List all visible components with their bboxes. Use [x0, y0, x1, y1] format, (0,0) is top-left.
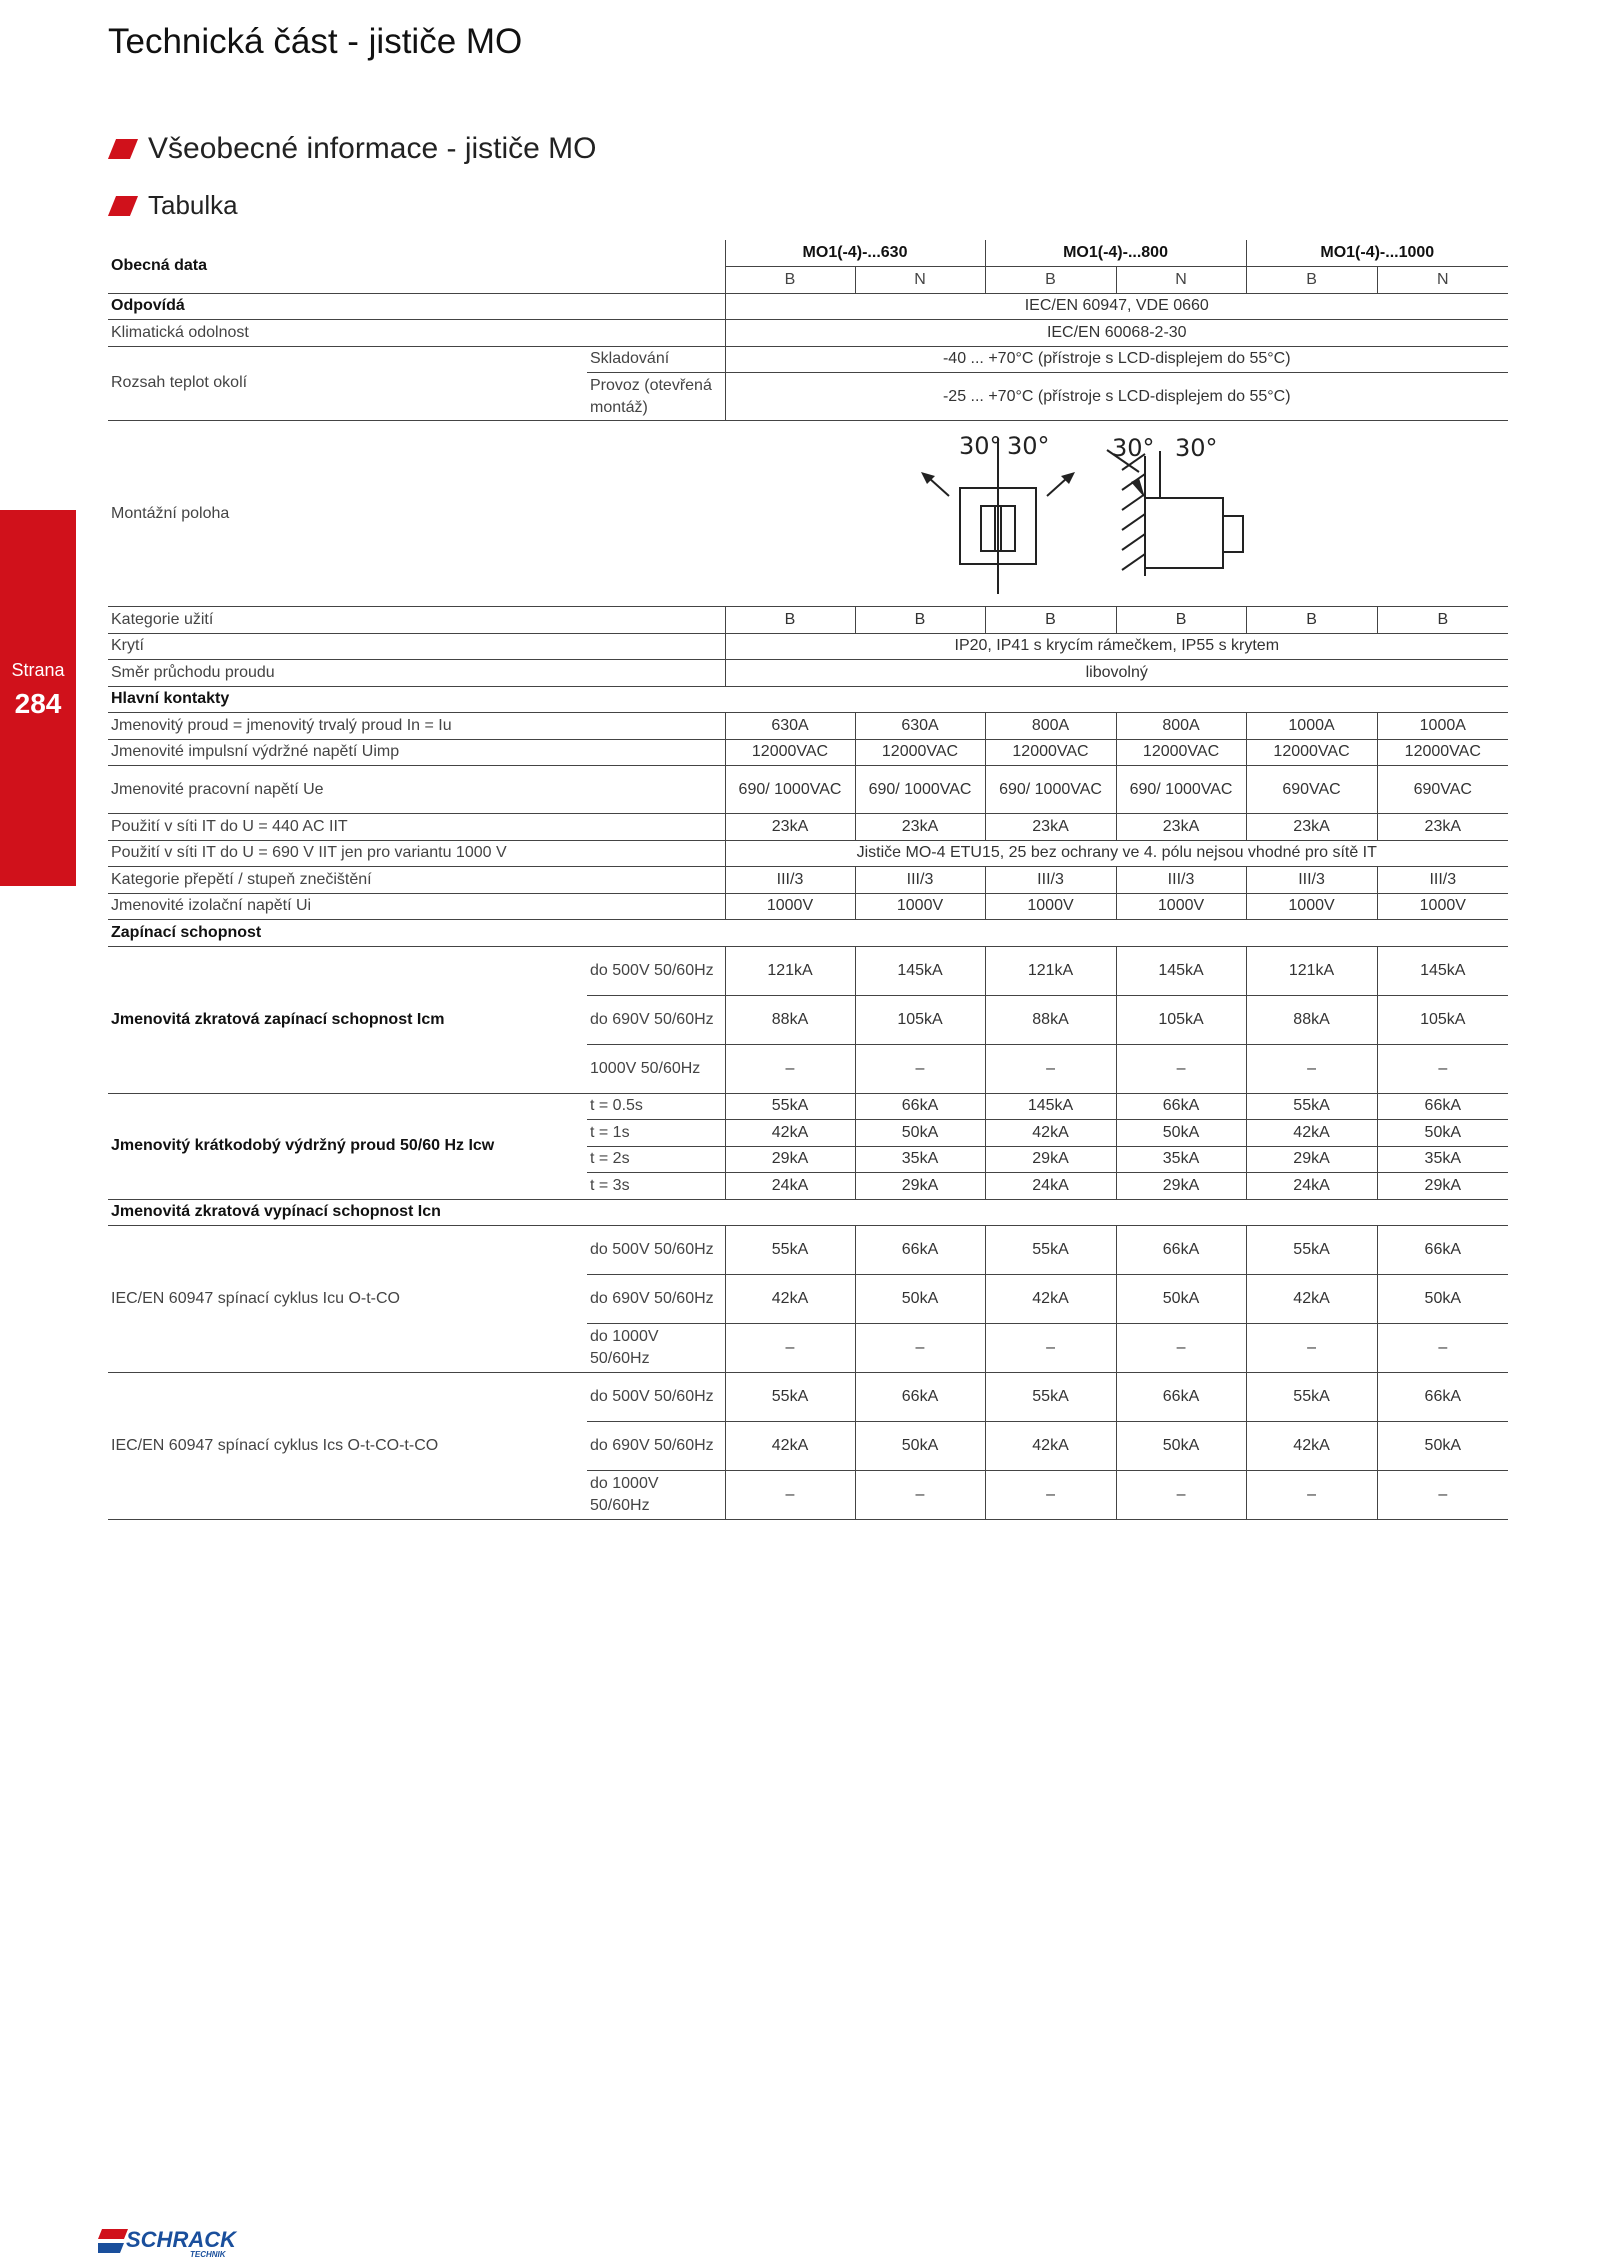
value-cell: 29kA	[725, 1146, 855, 1173]
table-row	[108, 633, 1508, 660]
row-label: Krytí	[108, 633, 725, 660]
angle-label: 30°	[1006, 431, 1050, 460]
value-cell: 690/ 1000VAC	[855, 766, 985, 814]
value-cell: 23kA	[725, 814, 855, 841]
variant-header: N	[855, 267, 985, 294]
value-cell: 12000VAC	[1116, 739, 1246, 766]
spec-table	[108, 240, 1508, 1520]
mounting-position-diagram	[907, 426, 1327, 602]
variant-header: N	[1116, 267, 1246, 294]
page-title: Technická část - jističe MO	[108, 22, 523, 61]
value-cell: 42kA	[1246, 1422, 1377, 1471]
value-cell: 29kA	[1377, 1173, 1508, 1200]
value-cell: III/3	[1246, 867, 1377, 894]
row-value: libovolný	[725, 660, 1508, 687]
condition-label: do 690V 50/60Hz	[587, 1275, 725, 1324]
table-row	[108, 1093, 1508, 1120]
value-cell: III/3	[725, 867, 855, 894]
value-cell: –	[1246, 1324, 1377, 1373]
value-cell: 42kA	[725, 1275, 855, 1324]
table-row	[108, 739, 1508, 766]
value-cell: 50kA	[1377, 1275, 1508, 1324]
value-cell: 12000VAC	[725, 739, 855, 766]
group-heading: Zapínací schopnost	[108, 920, 1508, 947]
value-cell: 630A	[855, 713, 985, 740]
condition-label: 1000V 50/60Hz	[587, 1044, 725, 1093]
value-cell: 29kA	[1116, 1173, 1246, 1200]
value-cell: 66kA	[855, 1226, 985, 1275]
condition-label: do 690V 50/60Hz	[587, 1422, 725, 1471]
condition-label: t = 3s	[587, 1173, 725, 1200]
value-cell: 690VAC	[1246, 766, 1377, 814]
value-cell: 23kA	[1246, 814, 1377, 841]
value-cell: 24kA	[1246, 1173, 1377, 1200]
row-label: Kategorie užití	[108, 607, 725, 634]
table-row	[108, 1199, 1508, 1226]
variant-header: B	[1246, 267, 1377, 294]
value-cell: 12000VAC	[1246, 739, 1377, 766]
value-cell: 12000VAC	[855, 739, 985, 766]
value-cell: III/3	[1377, 867, 1508, 894]
value-cell: 42kA	[985, 1120, 1116, 1147]
value-cell: 55kA	[1246, 1373, 1377, 1422]
angle-label: 30°	[958, 431, 1002, 460]
value-cell: 66kA	[1116, 1226, 1246, 1275]
value-cell: 1000V	[1116, 893, 1246, 920]
value-cell: –	[1377, 1324, 1508, 1373]
section-heading-text: Tabulka	[148, 190, 238, 220]
value-cell: 23kA	[985, 814, 1116, 841]
value-cell: –	[725, 1044, 855, 1093]
page-side-tab	[0, 510, 76, 886]
value-cell: 145kA	[855, 946, 985, 995]
value-cell: 42kA	[985, 1275, 1116, 1324]
variant-header: N	[1377, 267, 1508, 294]
table-row	[108, 293, 1508, 320]
row-value: -40 ... +70°C (přístroje s LCD-displejem do 55°C)	[725, 346, 1508, 373]
condition-label: t = 0.5s	[587, 1093, 725, 1120]
value-cell: 35kA	[855, 1146, 985, 1173]
value-cell: 50kA	[1116, 1422, 1246, 1471]
page-number: 284	[14, 688, 62, 719]
group-label: Jmenovitý krátkodobý výdržný proud 50/60 Hz Icw	[108, 1093, 587, 1199]
value-cell: 55kA	[985, 1226, 1116, 1275]
value-cell: 35kA	[1116, 1146, 1246, 1173]
value-cell: –	[855, 1471, 985, 1520]
condition-label: do 500V 50/60Hz	[587, 1373, 725, 1422]
value-cell: 145kA	[1377, 946, 1508, 995]
table-row	[108, 867, 1508, 894]
value-cell: –	[1116, 1044, 1246, 1093]
condition-label: t = 1s	[587, 1120, 725, 1147]
group-label: Jmenovitá zkratová zapínací schopnost Icm	[108, 946, 587, 1093]
row-label: Montážní poloha	[108, 421, 725, 607]
header-label: Obecná data	[108, 240, 725, 293]
value-cell: 23kA	[1116, 814, 1246, 841]
variant-header: B	[985, 267, 1116, 294]
table-row	[108, 766, 1508, 814]
row-value: -25 ... +70°C (přístroje s LCD-displejem do 55°C)	[725, 373, 1508, 421]
value-cell: –	[855, 1044, 985, 1093]
group-heading: Hlavní kontakty	[108, 686, 1508, 713]
sub-label: Provoz (otevřená montáž)	[587, 373, 725, 421]
model-header: MO1(-4)-...1000	[1246, 240, 1508, 267]
value-cell: 12000VAC	[1377, 739, 1508, 766]
value-cell: 105kA	[855, 995, 985, 1044]
value-cell: III/3	[855, 867, 985, 894]
table-row	[108, 240, 1508, 267]
row-label: Použití v síti IT do U = 690 V IIT jen pro variantu 1000 V	[108, 840, 725, 867]
table-row	[108, 893, 1508, 920]
value-cell: 66kA	[1377, 1226, 1508, 1275]
value-cell: 66kA	[1377, 1373, 1508, 1422]
value-cell: 1000A	[1246, 713, 1377, 740]
value-cell: 145kA	[1116, 946, 1246, 995]
angle-label: 30°	[1111, 433, 1155, 462]
value-cell: 42kA	[1246, 1120, 1377, 1147]
condition-label: do 500V 50/60Hz	[587, 946, 725, 995]
value-cell: B	[855, 607, 985, 634]
row-label: Jmenovitý proud = jmenovitý trvalý proud In = Iu	[108, 713, 725, 740]
value-cell: B	[1246, 607, 1377, 634]
group-label: IEC/EN 60947 spínací cyklus Icu O-t-CO	[108, 1226, 587, 1373]
condition-label: do 1000V 50/60Hz	[587, 1471, 725, 1520]
value-cell: 690VAC	[1377, 766, 1508, 814]
value-cell: 105kA	[1377, 995, 1508, 1044]
table-row	[108, 320, 1508, 347]
variant-header: B	[725, 267, 855, 294]
value-cell: 12000VAC	[985, 739, 1116, 766]
value-cell: 1000V	[725, 893, 855, 920]
condition-label: t = 2s	[587, 1146, 725, 1173]
value-cell: –	[725, 1471, 855, 1520]
value-cell: 23kA	[855, 814, 985, 841]
value-cell: 88kA	[985, 995, 1116, 1044]
value-cell: B	[985, 607, 1116, 634]
row-value: Jističe MO-4 ETU15, 25 bez ochrany ve 4. pólu nejsou vhodné pro sítě IT	[725, 840, 1508, 867]
row-label: Použití v síti IT do U = 440 AC IIT	[108, 814, 725, 841]
value-cell: 66kA	[1116, 1093, 1246, 1120]
sub-label: Skladování	[587, 346, 725, 373]
value-cell: –	[985, 1044, 1116, 1093]
row-label: Jmenovité impulsní výdržné napětí Uimp	[108, 739, 725, 766]
value-cell: –	[855, 1324, 985, 1373]
value-cell: III/3	[1116, 867, 1246, 894]
value-cell: 24kA	[725, 1173, 855, 1200]
section-heading-general	[112, 132, 597, 166]
value-cell: 50kA	[1116, 1275, 1246, 1324]
group-heading: Jmenovitá zkratová vypínací schopnost Icn	[108, 1199, 1508, 1226]
value-cell: 55kA	[725, 1226, 855, 1275]
value-cell: 50kA	[855, 1275, 985, 1324]
row-value: IEC/EN 60068-2-30	[725, 320, 1508, 347]
model-header: MO1(-4)-...630	[725, 240, 985, 267]
value-cell: 1000V	[1377, 893, 1508, 920]
value-cell: –	[725, 1324, 855, 1373]
value-cell: 55kA	[985, 1373, 1116, 1422]
mounting-diagram	[725, 421, 1508, 607]
value-cell: 42kA	[985, 1422, 1116, 1471]
table-row	[108, 686, 1508, 713]
value-cell: 88kA	[725, 995, 855, 1044]
value-cell: 105kA	[1116, 995, 1246, 1044]
value-cell: 1000V	[855, 893, 985, 920]
value-cell: 55kA	[1246, 1226, 1377, 1275]
model-header: MO1(-4)-...800	[985, 240, 1246, 267]
table-row	[108, 1373, 1508, 1422]
page-label: Strana	[11, 660, 65, 680]
svg-text:SCHRACK: SCHRACK	[126, 2227, 236, 2252]
value-cell: 690/ 1000VAC	[1116, 766, 1246, 814]
value-cell: 66kA	[855, 1373, 985, 1422]
value-cell: 42kA	[725, 1422, 855, 1471]
value-cell: –	[1246, 1044, 1377, 1093]
condition-label: do 1000V 50/60Hz	[587, 1324, 725, 1373]
svg-text:TECHNIK: TECHNIK	[190, 2250, 226, 2259]
row-label: Klimatická odolnost	[108, 320, 725, 347]
value-cell: –	[1246, 1471, 1377, 1520]
value-cell: 55kA	[725, 1373, 855, 1422]
value-cell: 50kA	[855, 1422, 985, 1471]
table-row	[108, 920, 1508, 947]
row-label: Jmenovité pracovní napětí Ue	[108, 766, 725, 814]
value-cell: 55kA	[725, 1093, 855, 1120]
angle-label: 30°	[1174, 433, 1218, 462]
value-cell: –	[985, 1471, 1116, 1520]
value-cell: 1000A	[1377, 713, 1508, 740]
row-label: Kategorie přepětí / stupeň znečištění	[108, 867, 725, 894]
value-cell: 42kA	[1246, 1275, 1377, 1324]
value-cell: III/3	[985, 867, 1116, 894]
value-cell: 66kA	[1116, 1373, 1246, 1422]
row-label: Jmenovité izolační napětí Ui	[108, 893, 725, 920]
value-cell: 24kA	[985, 1173, 1116, 1200]
table-row	[108, 713, 1508, 740]
table-row	[108, 421, 1508, 607]
table-row	[108, 346, 1508, 373]
value-cell: –	[1377, 1471, 1508, 1520]
table-row	[108, 840, 1508, 867]
group-label: IEC/EN 60947 spínací cyklus Ics O-t-CO-t-CO	[108, 1373, 587, 1520]
value-cell: 55kA	[1246, 1093, 1377, 1120]
schrack-logo	[98, 2225, 248, 2264]
value-cell: –	[985, 1324, 1116, 1373]
condition-label: do 690V 50/60Hz	[587, 995, 725, 1044]
value-cell: 1000V	[1246, 893, 1377, 920]
table-row	[108, 607, 1508, 634]
row-label: Směr průchodu proudu	[108, 660, 725, 687]
row-value: IEC/EN 60947, VDE 0660	[725, 293, 1508, 320]
value-cell: 50kA	[1377, 1120, 1508, 1147]
value-cell: –	[1116, 1471, 1246, 1520]
value-cell: B	[725, 607, 855, 634]
value-cell: 800A	[1116, 713, 1246, 740]
value-cell: 29kA	[855, 1173, 985, 1200]
value-cell: –	[1377, 1044, 1508, 1093]
value-cell: 145kA	[985, 1093, 1116, 1120]
table-row	[108, 660, 1508, 687]
value-cell: 630A	[725, 713, 855, 740]
red-bullet-icon	[108, 139, 138, 159]
row-value: IP20, IP41 s krycím rámečkem, IP55 s krytem	[725, 633, 1508, 660]
value-cell: 42kA	[725, 1120, 855, 1147]
value-cell: 88kA	[1246, 995, 1377, 1044]
red-bullet-icon	[108, 196, 138, 216]
value-cell: 690/ 1000VAC	[985, 766, 1116, 814]
value-cell: –	[1116, 1324, 1246, 1373]
row-label: Odpovídá	[108, 293, 725, 320]
value-cell: 50kA	[855, 1120, 985, 1147]
value-cell: 50kA	[1116, 1120, 1246, 1147]
value-cell: B	[1116, 607, 1246, 634]
table-row	[108, 946, 1508, 995]
value-cell: 121kA	[725, 946, 855, 995]
table-row	[108, 1226, 1508, 1275]
value-cell: 121kA	[1246, 946, 1377, 995]
value-cell: 66kA	[1377, 1093, 1508, 1120]
value-cell: 121kA	[985, 946, 1116, 995]
value-cell: 29kA	[985, 1146, 1116, 1173]
value-cell: B	[1377, 607, 1508, 634]
condition-label: do 500V 50/60Hz	[587, 1226, 725, 1275]
section-heading-text: Všeobecné informace - jističe MO	[148, 132, 597, 165]
section-heading-table	[112, 190, 238, 221]
value-cell: 800A	[985, 713, 1116, 740]
value-cell: 23kA	[1377, 814, 1508, 841]
value-cell: 1000V	[985, 893, 1116, 920]
value-cell: 66kA	[855, 1093, 985, 1120]
row-label: Rozsah teplot okolí	[108, 346, 587, 421]
value-cell: 35kA	[1377, 1146, 1508, 1173]
value-cell: 50kA	[1377, 1422, 1508, 1471]
value-cell: 29kA	[1246, 1146, 1377, 1173]
value-cell: 690/ 1000VAC	[725, 766, 855, 814]
table-row	[108, 814, 1508, 841]
